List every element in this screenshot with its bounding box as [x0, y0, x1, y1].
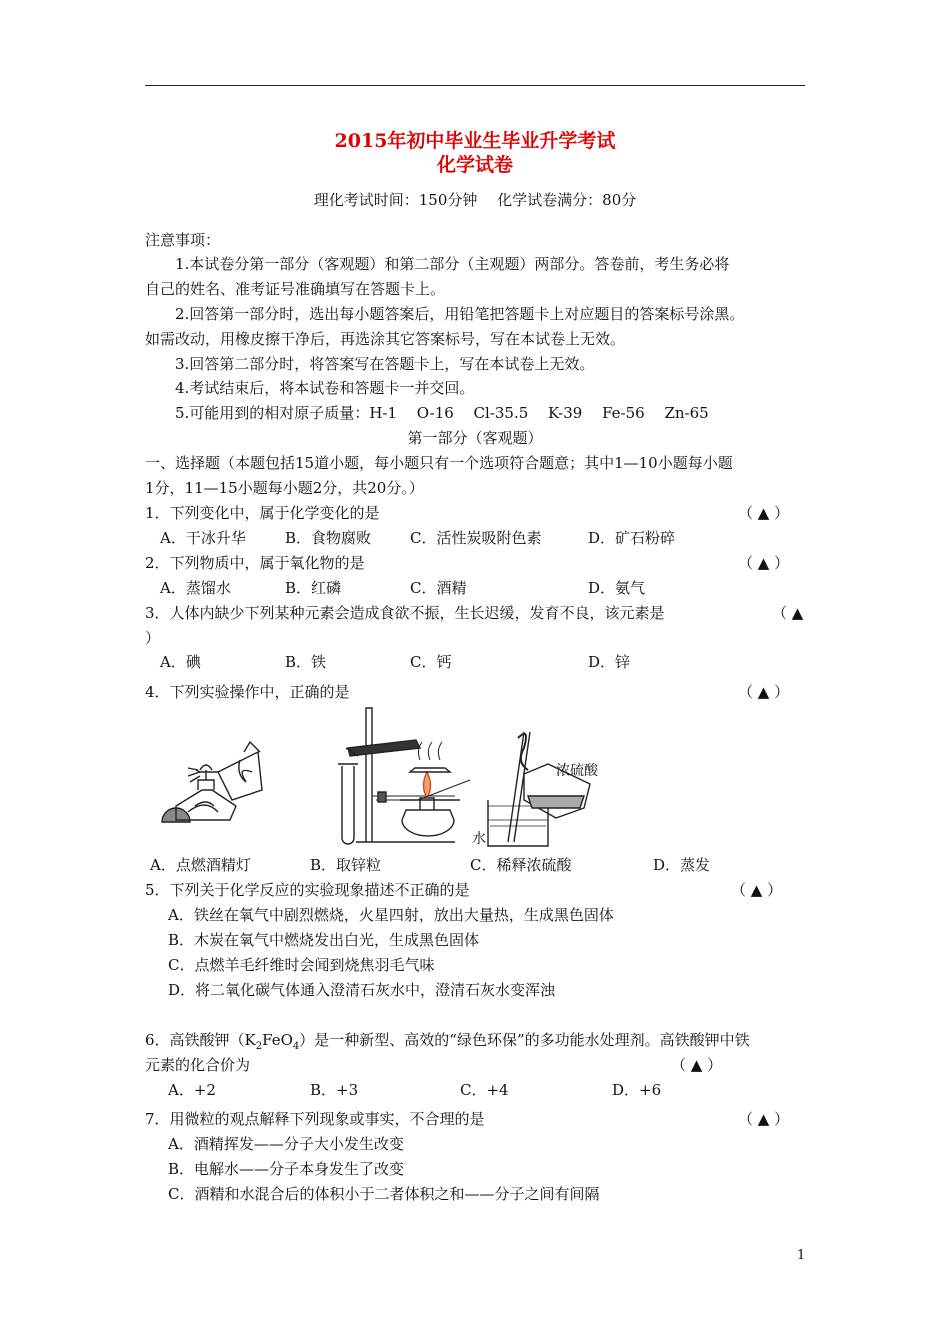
label-water: 水 — [472, 831, 486, 847]
q4-option-a: A．点燃酒精灯 — [150, 856, 251, 874]
note-1: 1.本试卷分第一部分（客观题）和第二部分（主观题）两部分。答卷前，考生务必将 — [175, 255, 730, 273]
q2-option-a: A．蒸馏水 — [160, 579, 231, 597]
q7-option-c: C．酒精和水混合后的体积小于二者体积之和——分子之间有间隔 — [168, 1185, 600, 1203]
q5-stem: 5．下列关于化学反应的实验现象描述不正确的是 — [145, 881, 470, 899]
section-intro: 一、选择题（本题包括15道小题，每小题只有一个选项符合题意；其中1—10小题每小题 — [145, 454, 733, 472]
q1-option-a: A．干冰升华 — [160, 529, 246, 547]
section-intro-cont: 1分，11—15小题每小题2分，共20分。） — [145, 479, 424, 497]
q6-stem-cont: 元素的化合价为 — [145, 1056, 251, 1074]
q4-answer-mark: （ ▲ ） — [738, 683, 790, 701]
q7-stem: 7．用微粒的观点解释下列现象或事实，不合理的是 — [145, 1110, 485, 1128]
q3-stem: 3．人体内缺少下列某种元素会造成食欲不振，生长迟缓，发育不良，该元素是 — [145, 604, 665, 622]
q5-option-d: D．将二氧化碳气体通入澄清石灰水中，澄清石灰水变浑浊 — [168, 981, 556, 999]
q2-option-c: C．酒精 — [410, 579, 467, 597]
part1-heading: 第一部分（客观题） — [407, 429, 543, 447]
q1-option-b: B．食物腐败 — [285, 529, 372, 547]
q2-stem: 2．下列物质中，属于氧化物的是 — [145, 554, 365, 572]
notes-heading: 注意事项： — [145, 231, 221, 249]
q2-answer-mark: （ ▲ ） — [738, 554, 790, 572]
q7-answer-mark: （ ▲ ） — [738, 1110, 790, 1128]
q1-answer-mark: （ ▲ ） — [738, 504, 790, 522]
q3-option-c: C．钙 — [410, 653, 452, 671]
q4-stem: 4．下列实验操作中，正确的是 — [145, 683, 350, 701]
note-2: 2.回答第一部分时，选出每小题答案后，用铅笔把答题卡上对应题目的答案标号涂黑。 — [175, 305, 745, 323]
page-number: 1 — [797, 1248, 806, 1263]
q5-option-a: A．铁丝在氧气中剧烈燃烧，火星四射，放出大量热，生成黑色固体 — [168, 906, 614, 924]
q6-option-d: D．+6 — [612, 1081, 662, 1099]
note-3: 3.回答第二部分时，将答案写在答题卡上，写在本试卷上无效。 — [175, 355, 595, 373]
q5-option-b: B．木炭在氧气中燃烧发出白光，生成黑色固体 — [168, 931, 480, 949]
q3-option-a: A．碘 — [160, 653, 201, 671]
q3-answer-mark: （ ▲ — [772, 604, 804, 622]
q1-stem: 1．下列变化中，属于化学变化的是 — [145, 504, 380, 522]
q5-answer-mark: （ ▲ ） — [731, 881, 783, 899]
q6-answer-mark: （ ▲ ） — [671, 1056, 723, 1074]
label-concentrated-acid: 浓硫酸 — [556, 763, 598, 779]
q2-option-b: B．红磷 — [285, 579, 342, 597]
q3-option-d: D．锌 — [588, 653, 631, 671]
figure-c-dilution-beaker — [488, 732, 590, 846]
q7-option-b: B．电解水——分子本身发生了改变 — [168, 1160, 405, 1178]
q1-option-d: D．矿石粉碎 — [588, 529, 676, 547]
note-5: 5.可能用到的相对原子质量：H-1 O-16 Cl-35.5 K-39 Fe-56 Zn-65 — [175, 404, 709, 422]
q3-option-b: B．铁 — [285, 653, 327, 671]
q4-option-c: C．稀释浓硫酸 — [470, 856, 572, 874]
note-4: 4.考试结束后，将本试卷和答题卡一并交回。 — [175, 379, 475, 397]
note-1-cont: 自己的姓名、准考证号准确填写在答题卡上。 — [145, 280, 446, 298]
figure-a-lamp-lighting — [162, 742, 262, 822]
exam-duration: 理化考试时间：150分钟 化学试卷满分：80分 — [313, 191, 637, 209]
q3-answer-mark-close: ） — [145, 629, 161, 647]
q7-option-a: A．酒精挥发——分子大小发生改变 — [168, 1135, 404, 1153]
note-2-cont: 如需改动，用橡皮擦干净后，再选涂其它答案标号，写在本试卷上无效。 — [145, 330, 626, 348]
q6-stem: 6．高铁酸钾$(K_2FeO_4)$是一种新型、高效的“绿色环保”的多功能水处理剂。高铁酸钾中铁 — [145, 1031, 750, 1052]
q4-option-d: D．蒸发 — [653, 856, 711, 874]
q1-option-c: C．活性炭吸附色素 — [410, 529, 542, 547]
q5-option-c: C．点燃羊毛纤维时会闻到烧焦羽毛气味 — [168, 956, 435, 974]
q4-option-b: B．取锌粒 — [310, 856, 382, 874]
q6-option-a: A．+2 — [168, 1081, 216, 1099]
exam-title: 2015年初中毕业生毕业升学考试 — [334, 130, 616, 152]
q2-option-d: D．氨气 — [588, 579, 646, 597]
q6-option-c: C．+4 — [460, 1081, 509, 1099]
exam-subject: 化学试卷 — [436, 154, 513, 176]
q6-option-b: B．+3 — [310, 1081, 359, 1099]
figure-b-test-tube-stand — [338, 708, 470, 844]
